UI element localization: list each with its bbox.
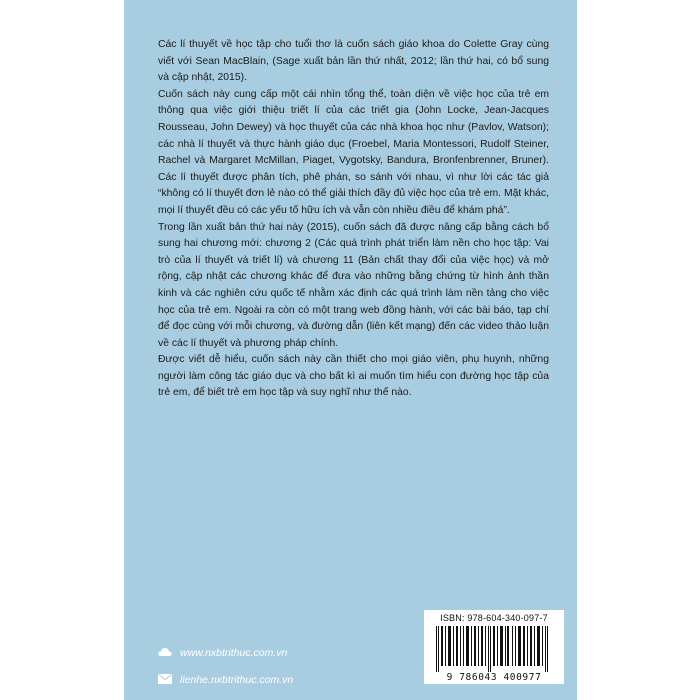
paragraph-overview: Cuốn sách này cung cấp một cái nhìn tổng thể, toàn diện về việc học của trẻ em thông qua việc giới thiệu triết lí của các triết gia (John Locke, Jean-Jacques Rousseau, John Dewey) và học thuyết của các nhà khoa học như (Pavlov, Watson); các nhà lí thuyết và thực hành giáo dục (Froebel, Maria Montessori, Rudolf Steiner, Rachel và Margaret McMillan, Piaget, Vygotsky, Bandura, Bronfenbrenner, Bruner). Các lí thuyết được phân tích, phê phán, so sánh với nhau, vì như lời các tác giả “không có lí thuyết đơn lẻ nào có thể giải thích đầy đủ việc học của trẻ em. Mặt khác, mọi lí thuyết đều có các yếu tố hữu ích và vẫn còn nhiều điều để khám phá”. [158, 88, 549, 216]
email-contact [158, 674, 293, 686]
paragraph-audience: Được viết dễ hiểu, cuốn sách này cần thiết cho mọi giáo viên, phụ huynh, những người làm công tác giáo dục và cho bất kì ai muốn tìm hiểu con đường học tập của trẻ em, để biết trẻ em học tập và suy nghĩ như thế nào. [158, 354, 549, 399]
paragraph-intro: Các lí thuyết về học tập cho tuổi thơ là cuốn sách giáo khoa do Colette Gray cùng viết với Sean MacBlain, (Sage xuất bản lần thứ nhất, 2012; lần thứ hai, có bổ sung và cập nhật, 2015). [158, 39, 549, 84]
barcode-icon [432, 626, 556, 672]
envelope-icon [158, 674, 172, 684]
barcode-number: 9 786043 400977 [446, 672, 542, 683]
cover-description [158, 37, 549, 402]
isbn-label: ISBN: 978-604-340-097-7 [440, 613, 548, 623]
isbn-barcode-box [424, 610, 564, 684]
website-contact [158, 647, 287, 659]
paragraph-second-edition: Trong lần xuất bản thứ hai này (2015), cuốn sách đã được nâng cấp bằng cách bổ sung hai chương mới: chương 2 (Các quá trình phát triển làm nền cho học tập: Vai trò của lí thuyết và triết lí) và chương 11 (Bản chất thay đổi của việc học) và mở rộng, cập nhật các chương khác để đưa vào những bằng chứng từ hình ảnh thần kinh và các nghiên cứu quốc tế nhằm xác định các quá trình làm nền tảng cho việc học của trẻ em. Ngoài ra còn có một trang web đồng hành, với các bài báo, tạp chí để đọc cùng với mỗi chương, và đường dẫn (liên kết mạng) đến các video thảo luận về các lí thuyết và phương pháp chính. [158, 221, 549, 349]
website-url: www.nxbtrithuc.com.vn [180, 647, 288, 659]
globe-cloud-icon [158, 647, 172, 657]
email-address: lienhe.nxbtrithuc.com.vn [180, 674, 294, 686]
